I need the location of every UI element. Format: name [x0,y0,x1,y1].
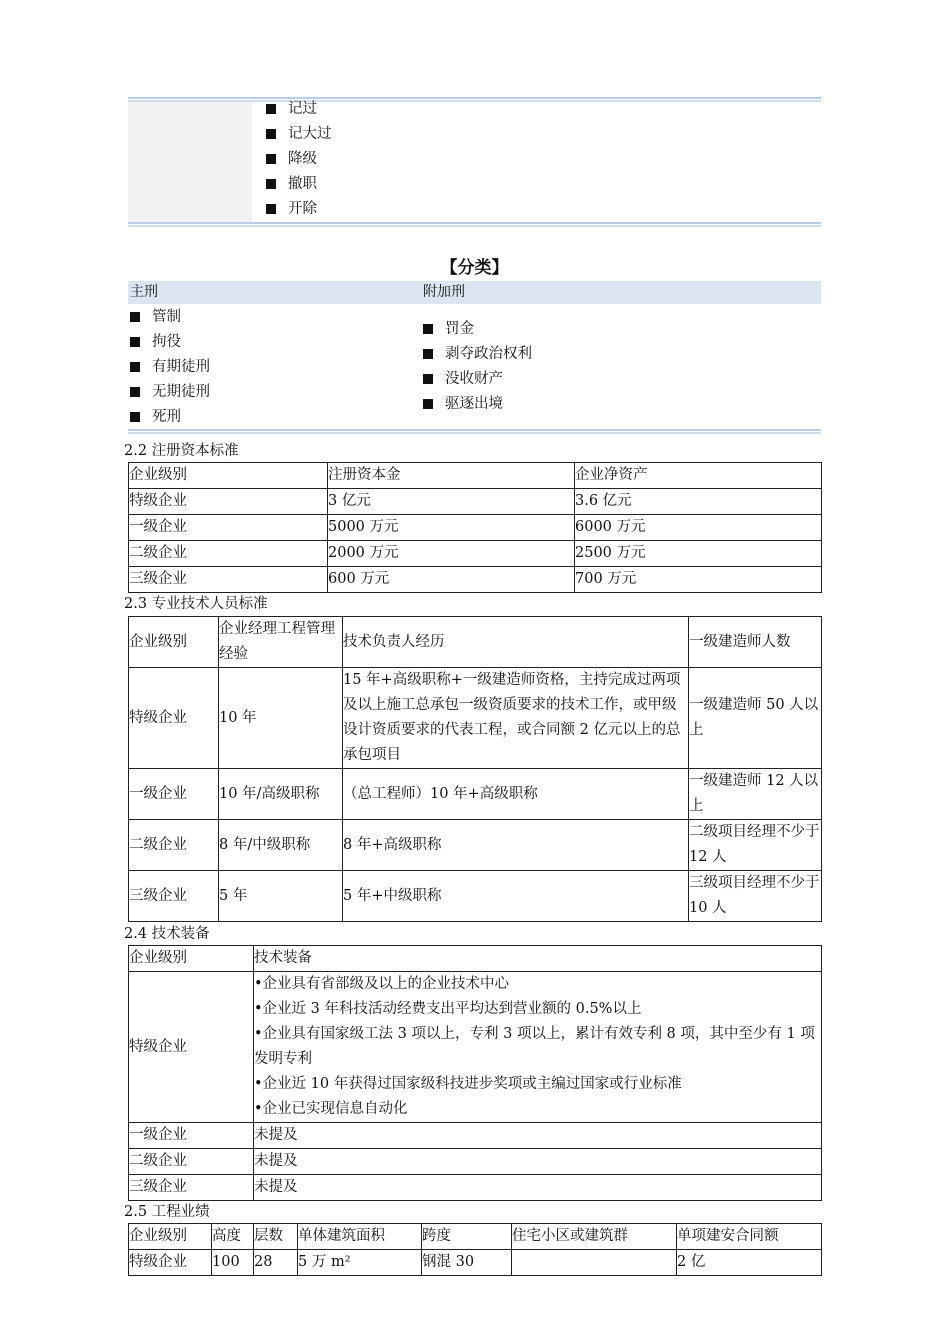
main-penalty-header: 主刑 [130,284,158,300]
equipment-item: •企业近 3 年科技活动经费支出平均达到营业额的 0.5%以上 [254,1001,642,1017]
table-header-row: 企业级别 高度 层数 单体建筑面积 跨度 住宅小区或建筑群 单项建安合同额 [129,1224,822,1250]
technical-staff-table [128,616,822,922]
list-item: 死刑 [130,405,210,430]
bullet-square-icon [423,349,433,359]
table-row: 一级企业 5000 万元 6000 万元 [129,515,822,541]
disciplinary-box [128,97,821,229]
list-item: 降级 [266,147,332,172]
table-row: 特级企业 100 28 5 万 m² 钢混 30 2 亿 [129,1250,822,1276]
section-2-5-title: 2.5 工程业绩 [124,1204,210,1220]
equipment-item: •企业具有省部级及以上的企业技术中心 [254,976,510,992]
table-row: 二级企业 未提及 [129,1149,822,1175]
table-header-row: 企业级别 企业经理工程管理经验 技术负责人经历 一级建造师人数 [129,617,822,668]
project-performance-table [128,1223,822,1276]
classification-bottom-divider [128,429,821,434]
bullet-square-icon [423,399,433,409]
main-penalty-list [130,305,210,430]
list-item: 拘役 [130,330,210,355]
table-row: 特级企业 •企业具有省部级及以上的企业技术中心 •企业近 3 年科技活动经费支出平均达到营业额的 0.5%以上 •企业具有国家级工法 3 项以上，专利 3 项以上，累计有效专利 8 项，其中至少有 1 项发明专利 •企业近 10 年获得过国家级科技进步奖项或主编过国家或行业标准 •企业已实现信息自动化 [129,972,822,1123]
bullet-square-icon [423,374,433,384]
bottom-divider [128,222,821,227]
classification-title: 【分类】 [440,258,509,278]
list-item: 管制 [130,305,210,330]
equipment-item: •企业近 10 年获得过国家级科技进步奖项或主编过国家或行业标准 [254,1076,682,1092]
list-item: 剥夺政治权利 [423,342,532,367]
bullet-square-icon [130,312,140,322]
list-item: 撤职 [266,172,332,197]
left-grey-cell [128,102,252,222]
table-row: 二级企业 8 年/中级职称 8 年+高级职称 二级项目经理不少于 12 人 [129,820,822,871]
bullet-square-icon [130,362,140,372]
bullet-square-icon [266,179,276,189]
list-item: 开除 [266,197,332,222]
additional-penalty-list [423,317,532,417]
table-row: 一级企业 未提及 [129,1123,822,1149]
list-item: 记大过 [266,122,332,147]
table-row: 三级企业 未提及 [129,1175,822,1201]
list-item: 驱逐出境 [423,392,532,417]
table-header-row: 企业级别 注册资本金 企业净资产 [129,463,822,489]
bullet-square-icon [423,324,433,334]
disciplinary-list [266,97,332,222]
bullet-square-icon [266,129,276,139]
section-2-3-title: 2.3 专业技术人员标准 [124,596,268,612]
bullet-square-icon [266,104,276,114]
bullet-square-icon [130,337,140,347]
table-row: 一级企业 10 年/高级职称 （总工程师）10 年+高级职称 一级建造师 12 人以上 [129,769,822,820]
classification-header-bar [128,281,821,304]
additional-penalty-header: 附加刑 [423,284,465,300]
table-row: 特级企业 10 年 15 年+高级职称+一级建造师资格，主持完成过两项及以上施工总承包一级资质要求的技术工作，或甲级设计资质要求的代表工程，或合同额 2 亿元以上的总承包项目 一级建造师 50 人以上 [129,668,822,769]
table-header-row: 企业级别 技术装备 [129,946,822,972]
registered-capital-table [128,462,822,593]
equipment-item: •企业具有国家级工法 3 项以上，专利 3 项以上，累计有效专利 8 项，其中至少有 1 项发明专利 [254,1026,815,1067]
table-row: 二级企业 2000 万元 2500 万元 [129,541,822,567]
list-item: 没收财产 [423,367,532,392]
list-item: 无期徒刑 [130,380,210,405]
equipment-item: •企业已实现信息自动化 [254,1101,408,1117]
bullet-square-icon [266,204,276,214]
bullet-square-icon [266,154,276,164]
section-2-2-title: 2.2 注册资本标准 [124,443,239,459]
list-item: 有期徒刑 [130,355,210,380]
table-row: 三级企业 5 年 5 年+中级职称 三级项目经理不少于 10 人 [129,871,822,922]
table-row: 特级企业 3 亿元 3.6 亿元 [129,489,822,515]
bullet-square-icon [130,387,140,397]
section-2-4-title: 2.4 技术装备 [124,926,210,942]
technical-equipment-table [128,945,822,1201]
bullet-square-icon [130,412,140,422]
table-row: 三级企业 600 万元 700 万元 [129,567,822,593]
list-item: 罚金 [423,317,532,342]
list-item: 记过 [266,97,332,122]
